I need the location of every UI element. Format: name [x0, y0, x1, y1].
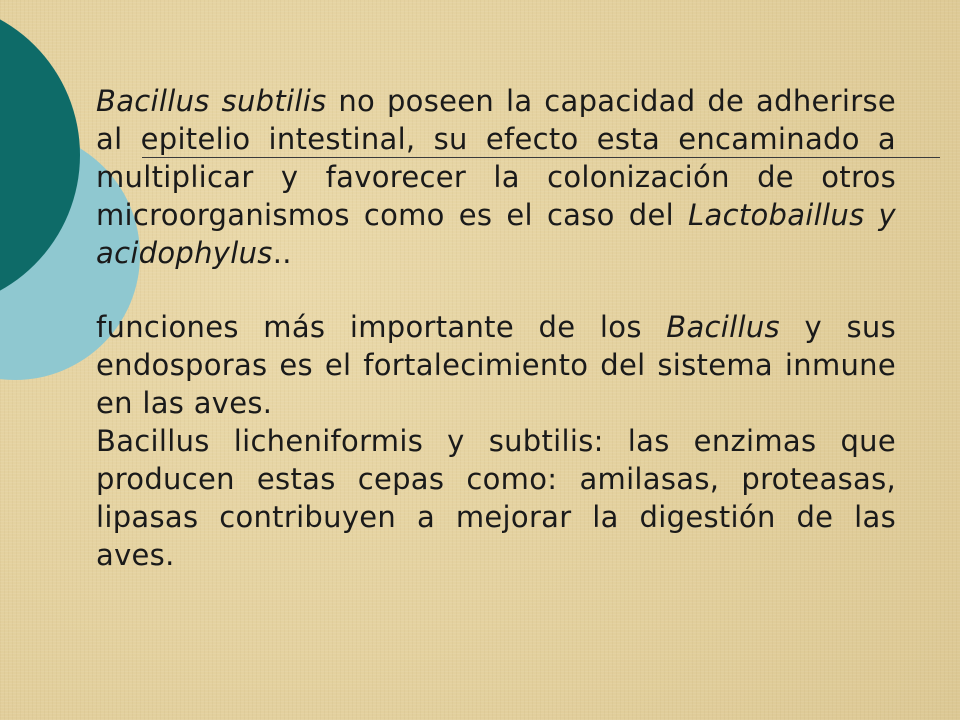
paragraph-text: no poseen la capacidad de adherirse al epitelio intestinal, su efecto esta encaminado a multiplicar y favorecer la colonización de otros microorganismos como es el caso del	[96, 84, 897, 232]
paragraph-text: y sus endosporas es el fortalecimiento del sistema inmune en las aves.	[96, 310, 897, 420]
paragraph-lead: funciones más importante de los	[96, 310, 667, 344]
paragraph-licheniformis: Bacillus licheniformis y subtilis: las enzimas que producen estas cepas como: amilasas, proteasas, lipasas contribuyen a mejorar la digestión de las aves.	[96, 424, 896, 572]
paragraph-bacillus-subtilis	[96, 82, 896, 272]
species-name-2: Lactobaillus y acidophylus	[96, 198, 896, 270]
paragraph-tail: ..	[272, 236, 292, 270]
slide-body	[96, 82, 896, 574]
paragraph-gap	[96, 272, 896, 308]
paragraph-funciones	[96, 308, 896, 422]
genus-name: Bacillus	[666, 310, 780, 344]
species-name: Bacillus subtilis	[96, 84, 327, 118]
